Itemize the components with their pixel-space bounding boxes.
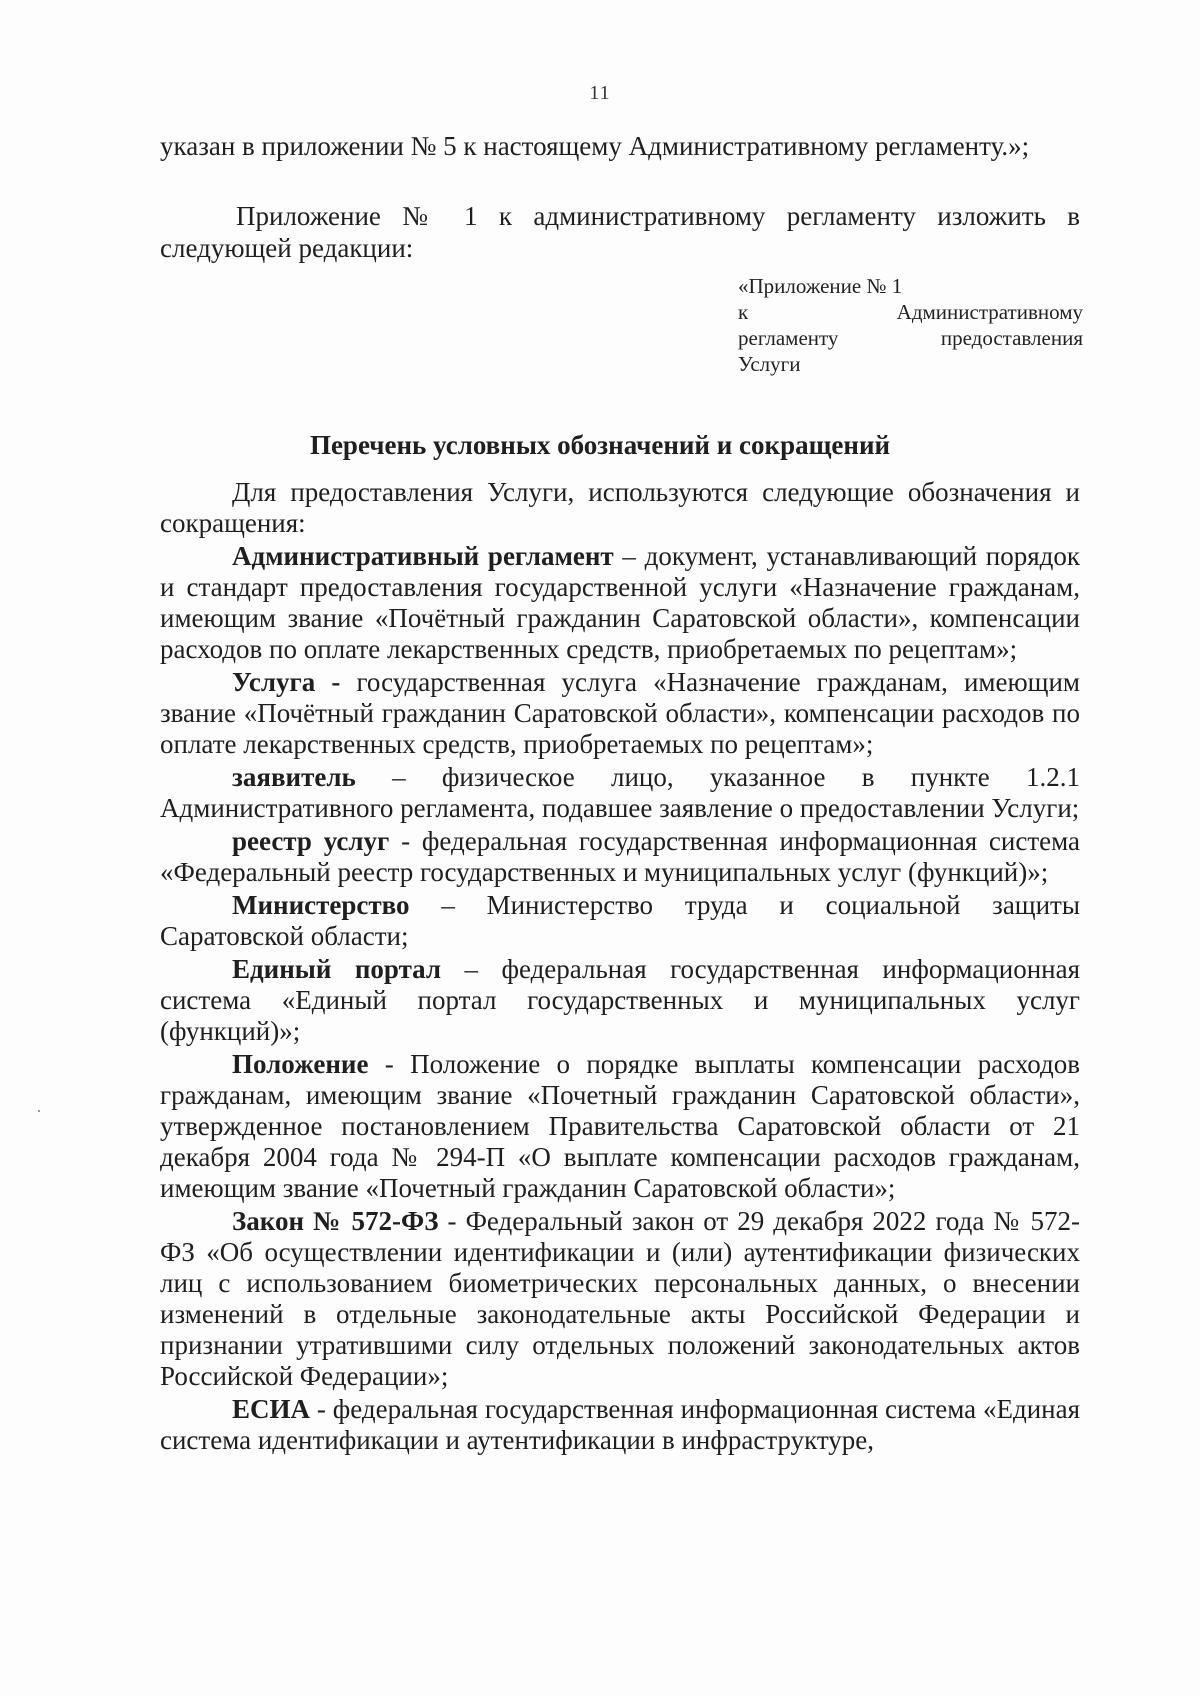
definition-item [160,1394,1080,1456]
definition-text: - федеральная государственная информационная система «Федеральный реестр государственных и муниципальных услуг (функций)»; [160,826,1081,887]
page-number: 11 [589,82,611,104]
definition-text: – физическое лицо, указанное в пункте 1.2.1 Административного регламента, подавшее заявление о предоставлении Услуги; [160,762,1080,823]
definition-item [160,667,1080,760]
appendix-header-line-1: «Приложение № 1 [738,274,903,298]
lead-paragraph: Для предоставления Услуги, используются следующие обозначения и сокращения: [160,477,1080,538]
definitions-list [160,477,1080,1458]
definition-text: – документ, устанавливающий порядок и стандарт предоставления государственной услуги «Назначение гражданам, имеющим звание «Почётный гражданин Саратовской области», компенсации расходов по оплате лекарственных средств, приобретаемых по рецептам»; [160,541,1080,664]
definition-item [160,1206,1080,1392]
definition-term: Единый портал [232,954,442,984]
definition-item [160,890,1080,952]
definition-text: - федеральная государственная информационная система «Единая система идентификации и аутентификации в инфраструктуре, [160,1394,1080,1455]
definition-term: Министерство [232,890,410,920]
definition-term: реестр услуг [232,826,390,856]
appendix-header [738,273,1083,377]
definition-term: Административный регламент [232,541,614,571]
intro-paragraph-2: Приложение № 1 к административному регламенту изложить в следующей редакции: [160,201,1080,263]
definition-term: Закон № 572-ФЗ [232,1206,439,1236]
section-heading: Перечень условных обозначений и сокращений [309,430,891,460]
scan-speck [38,1110,40,1112]
definition-term: Услуга - [232,667,341,697]
appendix-header-line-3: регламенту предоставления [738,326,1083,350]
appendix-header-line-2: к Административному [738,300,1083,324]
definition-text: – федеральная государственная информационная система «Единый портал государственных и муниципальных услуг (функций)»; [160,954,1080,1046]
definition-text: – Министерство труда и социальной защиты Саратовской области; [160,890,1080,951]
definition-text: - Положение о порядке выплаты компенсации расходов гражданам, имеющим звание «Почетный гражданин Саратовской области», утвержденное постановлением Правительства Саратовской области от 21 декабря 2004 года № 294-П «О выплате компенсации расходов гражданам, имеющим звание «Почетный гражданин Саратовской области»; [160,1049,1080,1203]
intro-paragraph-1: указан в приложении № 5 к настоящему Административному регламенту.»; [160,131,1030,161]
definition-text: - Федеральный закон от 29 декабря 2022 года № 572-ФЗ «Об осуществлении идентификации и (или) аутентификации физических лиц с использованием биометрических персональных данных, о внесении изменений в отдельные законодательные акты Российской Федерации и признании утратившими силу отдельных положений законодательных актов Российской Федерации»; [160,1206,1080,1391]
definition-term: ЕСИА [232,1394,311,1424]
definition-item [160,762,1080,824]
definition-item [160,1049,1080,1204]
definition-term: заявитель [232,762,356,792]
definition-item [160,541,1080,665]
definition-term: Положение [232,1049,369,1079]
definition-item [160,826,1080,888]
appendix-header-line-4: Услуги [738,352,801,376]
definition-text: государственная услуга «Назначение гражданам, имеющим звание «Почётный гражданин Саратовской области», компенсации расходов по оплате лекарственных средств, приобретаемых по рецептам»; [160,667,1081,759]
definition-item [160,954,1080,1047]
